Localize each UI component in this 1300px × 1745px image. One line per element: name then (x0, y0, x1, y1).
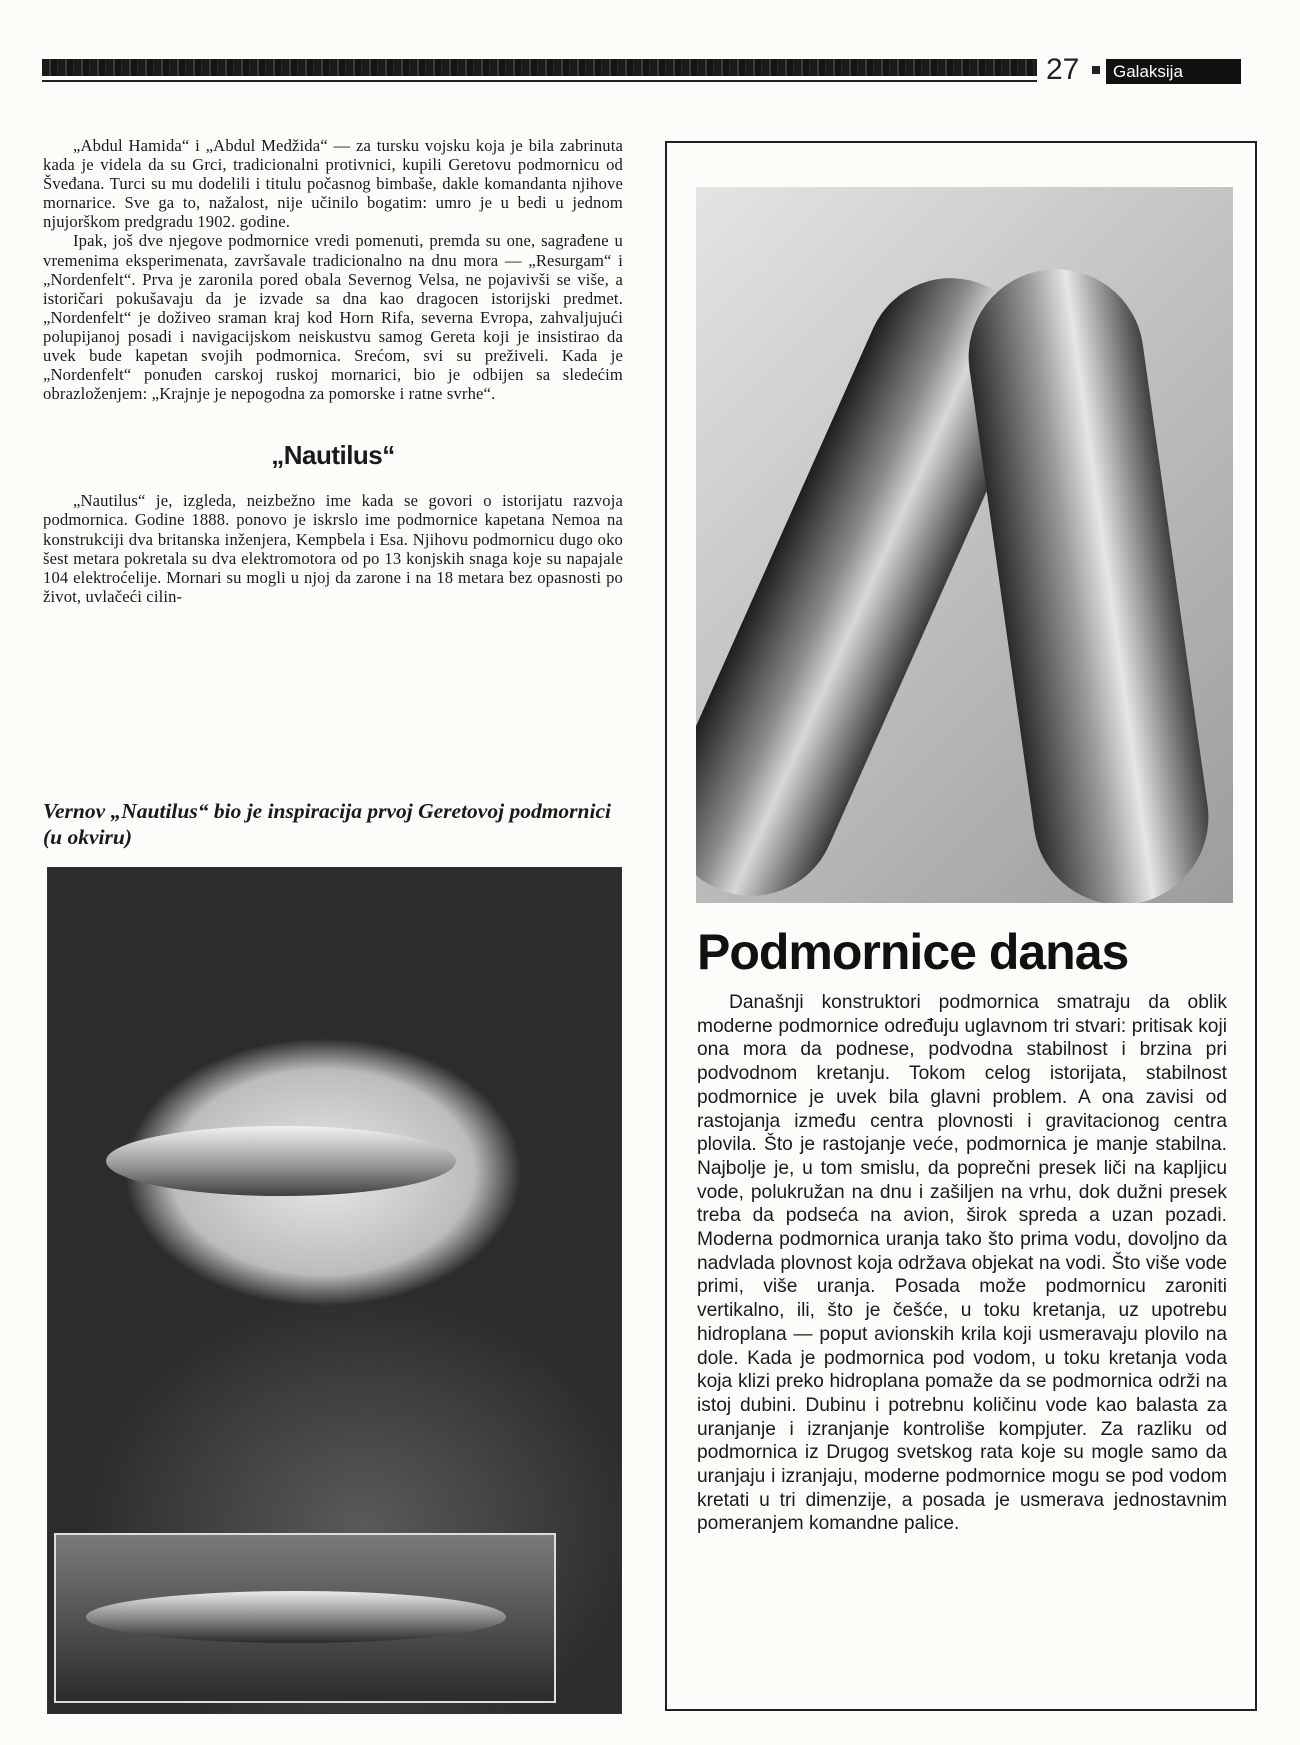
box-heading: Podmornice danas (697, 924, 1129, 980)
header-rule-thin (42, 80, 1037, 82)
magazine-name-tab: Galaksija (1106, 59, 1241, 84)
article-paragraph: Ipak, još dve njegove podmornice vredi pomenuti, premda su one, sagrađene u vremenima eksperimenata, završavale tradicionalno na dnu mora — „Resurgam“ i „Nordenfelt“. Prva je zaronila pored obala Severnog Velsa, ne pojavivši se više, a istoričari pokušavaju da je izvade sa dna kao dragocen istorijski predmet. „Nordenfelt“ je doživeo sraman kraj kod Horn Rifa, severna Evropa, zahvaljujući polupijanoj posadi i navigacijskom neiskustvu samog Gereta koji je insistirao da uvek bude kapetan svojih podmornica. Srećom, svi su preživeli. Kada je „Nordenfelt“ ponuđen carskoj ruskoj mornarici, bio je odbijen sa sledećim obrazloženjem: „Krajnje je nepogodna za pomorske i ratne svrhe“. (43, 231, 623, 404)
header-rule (42, 59, 1037, 76)
nautilus-hull-drawing (106, 1126, 456, 1196)
figure-caption: Vernov „Nautilus“ bio je inspiracija prvoj Geretovoj podmornici (u okviru) (43, 799, 611, 849)
page-number: 27 (1046, 53, 1080, 86)
submarine-models-photo (696, 187, 1233, 903)
box-paragraph: Današnji konstruktori podmornica smatraju da oblik moderne podmornice određuju uglavnom tri stvari: pritisak koji ona mora da podnese, podvodna stabilnost i brzina pri podvodnom kretanju. Tokom celog istorijata, stabilnost podmornice je uvek bila glavni problem. A ona zavisi od rastojanja između centra plovnosti i gravitacionog centra plovila. Što je rastojanje veće, podmornica je manje stabilna. Najbolje je, u tom smislu, da poprečni presek liči na kapljicu vode, polukružan na dnu i zašiljen na vrhu, dok dužni presek treba da podseća na avion, širok spreda a uzan pozadi. Moderna podmornica uranja tako što prima vodu, dovoljno da nadvlada plovnost koja održava objekat na vodi. Što više vode primi, više uranja. Posada može podmornicu zaroniti vertikalno, ili, što je češće, u toku kretanja, uz upotrebu hidroplana — poput avionskih krila koji usmeravaju plovilo na dole. Kada je podmornica pod vodom, u toku kretanja voda koja klizi preko hidroplana pomaže da se podmornica održi na istoj dubini. Dubinu i potrebnu količinu vode kao balasta za uranjanje i izranjanje kontroliše kompjuter. Za razliku od podmornica iz Drugog svetskog rata koje su mogle samo da uranjaju i izranjaju, moderne podmornice mogu se pod vodom kretati u tri dimenzije, a posada je usmerava jednostavnim pomeranjem komandne palice. (697, 992, 1227, 1535)
header-separator-dot (1092, 66, 1100, 74)
section-heading: „Nautilus“ (271, 440, 395, 471)
nautilus-illustration (47, 867, 622, 1714)
sidebar-box (665, 141, 1257, 1711)
article-paragraph: „Nautilus“ je, izgleda, neizbežno ime kada se govori o istorijatu razvoja podmornica. Godine 1888. ponovo je iskrslo ime podmornice kapetana Nemoa na konstrukciji dva britanska inženjera, Kempbela i Esa. Njihovu podmornicu dugo oko šest metara pokretala su dva elektromotora od po 13 konjskih snaga koje su napajale 104 elektroćelije. Mornari su mogli u njoj da zarone i na 18 metara bez opasnosti po život, uvlačeći cilin- (43, 491, 623, 606)
garrett-submarine-inset (54, 1533, 556, 1703)
submarine-model-right (957, 258, 1219, 903)
article-column (43, 136, 623, 606)
article-paragraph: „Abdul Hamida“ i „Abdul Medžida“ — za tursku vojsku koja je bila zabrinuta kada je videla da su Grci, tradicionalni protivnici, kupili Geretovu podmornicu od Švеđana. Turci su mu dodelili i titulu počasnog bimbaše, dakle komandanta njihove mornarice. Sve ga to, nažalost, nije učinilo bogatim: umro je u bedi u jednom njujorškom predgradu 1902. godine. (43, 136, 623, 232)
inset-hull-drawing (86, 1591, 506, 1643)
box-body (697, 991, 1227, 1536)
